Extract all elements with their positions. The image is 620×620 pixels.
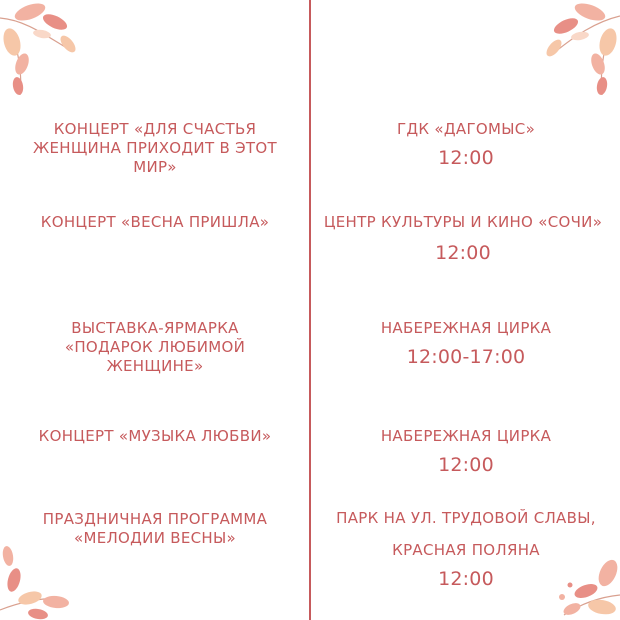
event-title-4: КОНЦЕРТ «МУЗЫКА ЛЮБВИ» [38,427,272,445]
event-time-5: 12:00 [438,568,494,590]
event-time-3: 12:00-17:00 [406,346,526,368]
event-place-5: ПАРК НА УЛ. ТРУДОВОЙ СЛАВЫ, КРАСНАЯ ПОЛЯНА [336,509,596,559]
event-title-2: КОНЦЕРТ «ВЕСНА ПРИШЛА» [40,213,270,231]
event-time-2: 12:00 [435,242,491,264]
floral-top-right-icon [530,0,620,100]
event-time-4: 12:00 [438,454,494,476]
floral-top-left-icon [0,0,90,100]
event-time-1: 12:00 [438,147,494,169]
event-title-5: ПРАЗДНИЧНАЯ ПРОГРАММА «МЕЛОДИИ ВЕСНЫ» [42,510,268,547]
event-info-3 [318,319,614,370]
event-place-2: ЦЕНТР КУЛЬТУРЫ И КИНО «СОЧИ» [323,213,603,231]
event-info-1 [318,120,614,171]
event-title-3: ВЫСТАВКА-ЯРМАРКА «ПОДАРОК ЛЮБИМОЙ ЖЕНЩИНЕ» [64,319,246,375]
event-info-4 [318,427,614,478]
event-place-4: НАБЕРЕЖНАЯ ЦИРКА [380,427,552,445]
event-title-1: КОНЦЕРТ «ДЛЯ СЧАСТЬЯ ЖЕНЩИНА ПРИХОДИТ В ЭТОТ МИР» [33,120,277,176]
event-info-2 [318,206,608,266]
floral-bottom-left-icon [0,540,80,620]
event-place-3: НАБЕРЕЖНАЯ ЦИРКА [380,319,552,337]
event-info-5 [316,502,616,592]
column-divider [309,0,311,620]
event-place-1: ГДК «ДАГОМЫС» [396,120,536,138]
